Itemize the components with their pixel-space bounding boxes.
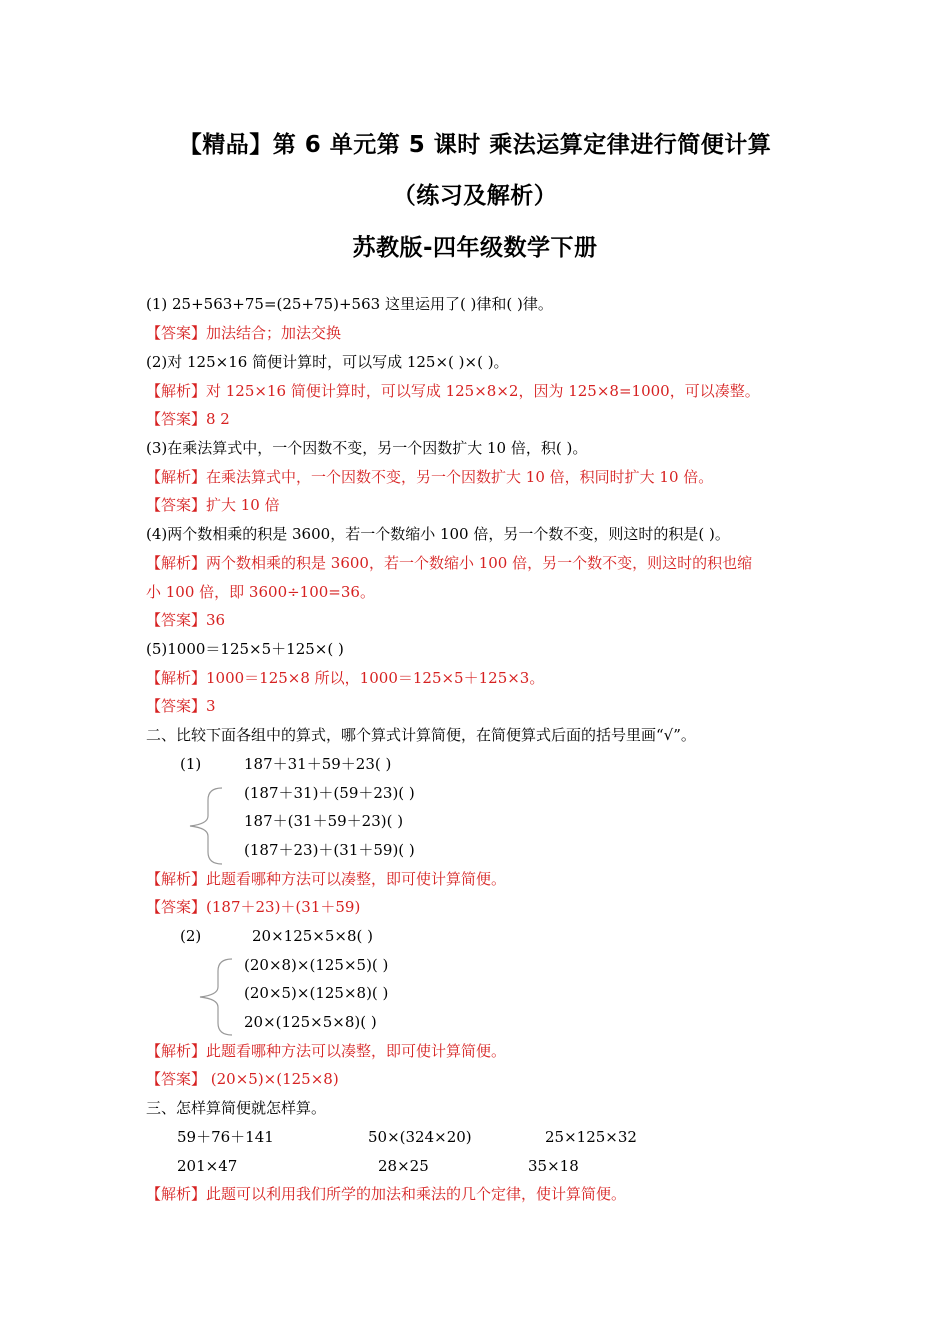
group-2-answer: 【答案】 (20×5)×(125×8) — [146, 1070, 339, 1088]
doc-title-line2: （练习及解析） — [392, 183, 558, 209]
analysis-5: 【解析】1000＝125×8 所以，1000＝125×5＋125×3。 — [146, 669, 545, 687]
section-3-heading: 三、怎样算简便就怎样算。 — [146, 1099, 327, 1117]
group-1-option-1: (187＋31)＋(59＋23)( ) — [244, 784, 415, 802]
group-1-main: 187＋31＋59＋23( ) — [244, 755, 392, 773]
group-1-analysis: 【解析】此题看哪种方法可以凑整，即可使计算简便。 — [146, 870, 507, 888]
question-4: (4)两个数相乘的积是 3600，若一个数缩小 100 倍，另一个数不变，则这时的积是( )。 — [146, 525, 730, 543]
calc-5: 28×25 — [378, 1157, 429, 1175]
calc-3: 25×125×32 — [545, 1128, 637, 1146]
answer-4: 【答案】36 — [146, 611, 226, 629]
calc-6: 35×18 — [528, 1157, 579, 1175]
group-1-brace — [186, 786, 226, 866]
group-2-brace — [196, 957, 236, 1037]
group-2-option-2: (20×5)×(125×8)( ) — [244, 984, 389, 1002]
answer-2: 【答案】8 2 — [146, 410, 230, 428]
doc-title-line1: 【精品】第 6 单元第 5 课时 乘法运算定律进行简便计算 — [178, 132, 772, 158]
section-3-analysis: 【解析】此题可以利用我们所学的加法和乘法的几个定律，使计算简便。 — [146, 1185, 627, 1203]
analysis-4-line2: 小 100 倍，即 3600÷100=36。 — [146, 583, 375, 601]
calc-1: 59＋76＋141 — [177, 1128, 274, 1146]
analysis-3: 【解析】在乘法算式中，一个因数不变，另一个因数扩大 10 倍，积同时扩大 10 倍。 — [146, 468, 714, 486]
group-2-analysis: 【解析】此题看哪种方法可以凑整，即可使计算简便。 — [146, 1042, 507, 1060]
question-1: (1) 25+563+75=(25+75)+563 这里运用了( )律和( )律。 — [146, 295, 553, 313]
group-1-label: (1) — [180, 755, 202, 773]
question-2: (2)对 125×16 简便计算时，可以写成 125×( )×( )。 — [146, 353, 509, 371]
analysis-2: 【解析】对 125×16 简便计算时，可以写成 125×8×2，因为 125×8=1000，可以凑整。 — [146, 382, 760, 400]
group-2-option-3: 20×(125×5×8)( ) — [244, 1013, 377, 1031]
section-2-heading: 二、比较下面各组中的算式，哪个算式计算简便，在简便算式后面的括号里画“√”。 — [146, 726, 696, 744]
analysis-4-line1: 【解析】两个数相乘的积是 3600，若一个数缩小 100 倍，另一个数不变，则这时的积也缩 — [146, 554, 753, 572]
calc-2: 50×(324×20) — [368, 1128, 472, 1146]
question-3: (3)在乘法算式中，一个因数不变，另一个因数扩大 10 倍，积( )。 — [146, 439, 588, 457]
group-1-option-2: 187＋(31＋59＋23)( ) — [244, 812, 404, 830]
calc-4: 201×47 — [177, 1157, 238, 1175]
group-2-option-1: (20×8)×(125×5)( ) — [244, 956, 389, 974]
group-2-main: 20×125×5×8( ) — [252, 927, 373, 945]
answer-5: 【答案】3 — [146, 697, 216, 715]
answer-3: 【答案】扩大 10 倍 — [146, 496, 280, 514]
question-5: (5)1000＝125×5＋125×( ) — [146, 640, 344, 658]
group-2-label: (2) — [180, 927, 202, 945]
doc-title-line3: 苏教版-四年级数学下册 — [352, 235, 598, 261]
answer-1: 【答案】加法结合；加法交换 — [146, 324, 342, 342]
group-1-answer: 【答案】(187＋23)＋(31＋59) — [146, 898, 361, 916]
group-1-option-3: (187＋23)＋(31＋59)( ) — [244, 841, 415, 859]
